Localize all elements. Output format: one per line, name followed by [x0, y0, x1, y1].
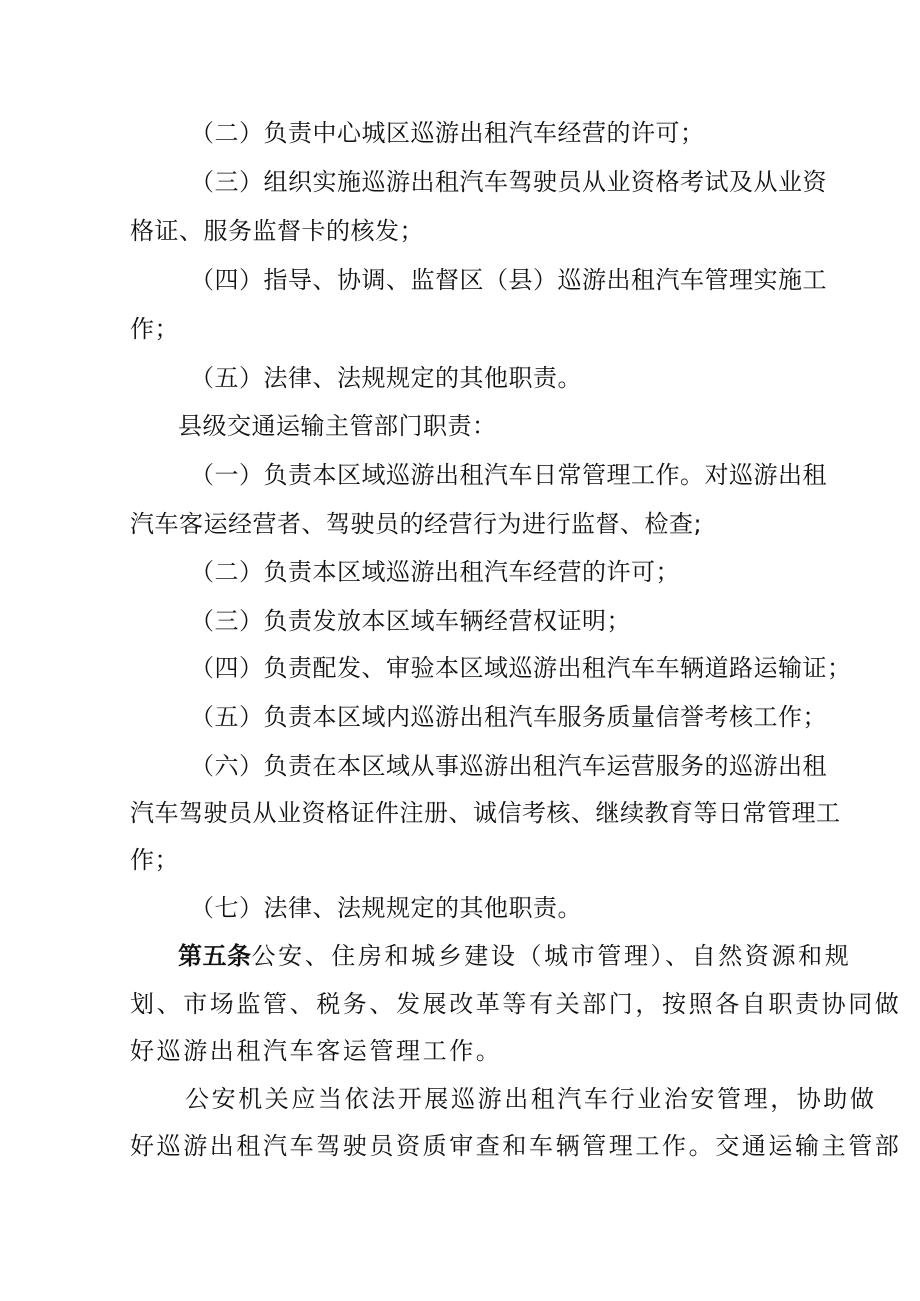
text-line: 汽车客运经营者、驾驶员的经营行为进行监督、检查; [130, 510, 703, 538]
text-line: （四）负责配发、审验本区域巡游出租汽车车辆道路运输证； [190, 654, 852, 682]
text-line: 汽车驾驶员从业资格证件注册、诚信考核、继续教育等日常管理工 [130, 799, 841, 827]
text-line: （三）负责发放本区域车辆经营权证明； [190, 607, 631, 635]
text-line: （六）负责在本区域从事巡游出租汽车运营服务的巡游出租 [190, 752, 827, 780]
text-line: （七）法律、法规规定的其他职责。 [190, 894, 582, 922]
text-line: （二）负责本区域巡游出租汽车经营的许可； [190, 558, 680, 586]
article-line: 划、市场监管、税务、发展改革等有关部门，按照各自职责协同做 [130, 990, 902, 1018]
text-line: （四）指导、协调、监督区（县）巡游出租汽车管理实施工 [190, 266, 827, 294]
text-line: （五）法律、法规规定的其他职责。 [190, 364, 582, 392]
text-line: （五）负责本区域内巡游出租汽车服务质量信誉考核工作； [190, 703, 827, 731]
article-line [178, 940, 851, 972]
text-line: 作； [130, 315, 179, 343]
paragraph-line: 好巡游出租汽车驾驶员资质审查和车辆管理工作。交通运输主管部 [130, 1132, 902, 1160]
article-text: 公安、住房和城乡建设（城市管理）、自然资源和规 [251, 942, 852, 970]
text-line: 格证、服务监督卡的核发； [130, 217, 424, 245]
text-line: （一）负责本区域巡游出租汽车日常管理工作。对巡游出租 [190, 461, 827, 489]
paragraph-line: 公安机关应当依法开展巡游出租汽车行业治安管理，协助做 [185, 1085, 877, 1113]
text-line: （二）负责中心城区巡游出租汽车经营的许可； [190, 119, 705, 147]
article-heading: 第五条 [178, 942, 252, 970]
article-line: 好巡游出租汽车客运管理工作。 [130, 1037, 503, 1065]
text-line: 作； [130, 846, 179, 874]
text-line: （三）组织实施巡游出租汽车驾驶员从业资格考试及从业资 [190, 168, 827, 196]
text-line: 县级交通运输主管部门职责： [178, 412, 497, 440]
